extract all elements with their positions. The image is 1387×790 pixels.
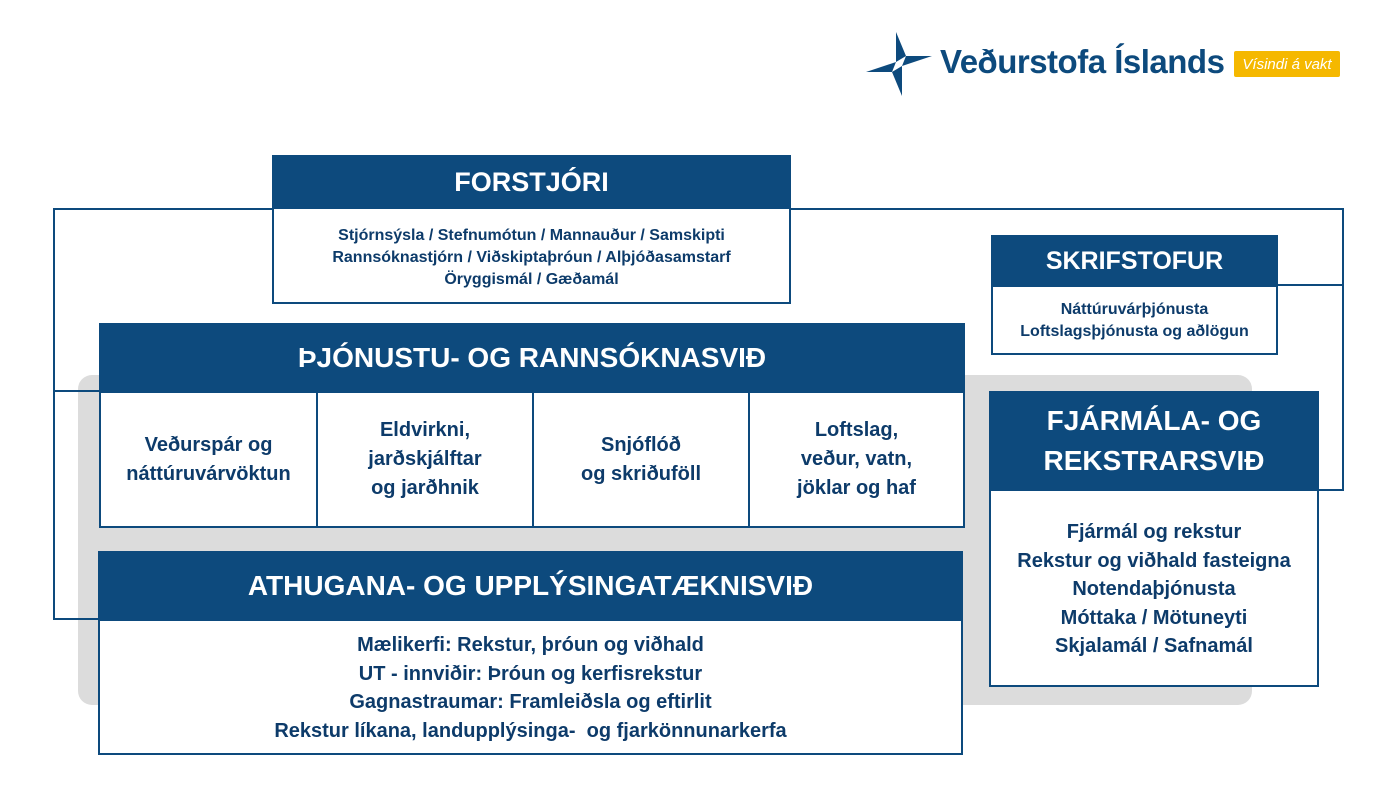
athugana-line: UT - innviðir: Þróun og kerfisrekstur (358, 662, 703, 685)
fjarmala-line: Notendaþjónusta (1072, 578, 1236, 600)
thjonustu-cell-text: Snjóflóð og skriðuföll (581, 433, 701, 485)
forstjori-line: Rannsóknastjórn / Viðskiptaþróun / Alþjóðasamstarf (332, 249, 731, 266)
fjarmala-title-line2: REKSTRARSVIÐ (1043, 445, 1265, 476)
tagline-badge: Vísindi á vakt (1234, 51, 1340, 77)
connector-left-athugana (53, 618, 100, 620)
fjarmala-header (989, 391, 1319, 491)
fjarmala-line: Móttaka / Mötuneyti (1060, 606, 1248, 629)
athugana-line: Mælikerfi: Rekstur, þróun og viðhald (357, 634, 704, 656)
thjonustu-header (99, 323, 965, 393)
forstjori-body (272, 207, 791, 304)
thjonustu-cell-4 (748, 391, 965, 528)
athugana-body (98, 619, 963, 755)
connector-right-skrifstofur (1277, 284, 1344, 286)
thjonustu-cell-text: Loftslag, veður, vatn, jöklar og haf (797, 419, 916, 499)
connector-right-top (790, 208, 1344, 210)
athugana-title: ATHUGANA- OG UPPLÝSINGATÆKNISVIÐ (247, 570, 814, 601)
forstjori-title: FORSTJÓRI (454, 166, 609, 197)
fjarmala-body (989, 489, 1319, 687)
skrifstofur-body (991, 285, 1278, 355)
skrifstofur-title: SKRIFSTOFUR (1045, 246, 1224, 275)
athugana-header (98, 551, 963, 621)
skrifstofur-header (991, 235, 1278, 287)
thjonustu-cell-text: Eldvirkni, jarðskjálftar og jarðhnik (368, 419, 482, 499)
forstjori-line: Öryggismál / Gæðamál (444, 271, 619, 288)
logo-star-icon (866, 32, 932, 96)
fjarmala-line: Skjalamál / Safnamál (1055, 635, 1253, 657)
org-name: Veðurstofa Íslands (940, 43, 1225, 80)
skrifstofur-line: Loftslagsþjónusta og aðlögun (1020, 323, 1249, 340)
athugana-line: Rekstur líkana, landupplýsinga- og fjarkönnunarkerfa (274, 719, 787, 742)
thjonustu-title: ÞJÓNUSTU- OG RANNSÓKNASVIÐ (297, 342, 767, 373)
thjonustu-cell-text: Veðurspár og náttúruvárvöktun (126, 433, 291, 485)
connector-left-top (53, 208, 274, 210)
thjonustu-cell-2 (316, 391, 534, 528)
thjonustu-cell-3 (532, 391, 750, 528)
forstjori-header (272, 155, 791, 209)
connector-left-vertical (53, 208, 55, 620)
connector-left-thjonustu (53, 390, 100, 392)
fjarmala-title-line1: FJÁRMÁLA- OG (1046, 405, 1262, 436)
forstjori-line: Stjórnsýsla / Stefnumótun / Mannauður / Samskipti (338, 227, 725, 244)
skrifstofur-line: Náttúruvárþjónusta (1060, 301, 1209, 318)
fjarmala-line: Fjármál og rekstur (1066, 521, 1242, 543)
fjarmala-line: Rekstur og viðhald fasteigna (1017, 549, 1291, 572)
connector-right-vertical (1342, 208, 1344, 491)
thjonustu-cell-1 (99, 391, 318, 528)
athugana-line: Gagnastraumar: Framleiðsla og eftirlit (349, 691, 712, 713)
connector-right-fjarmala (1318, 489, 1344, 491)
logo (866, 32, 932, 96)
